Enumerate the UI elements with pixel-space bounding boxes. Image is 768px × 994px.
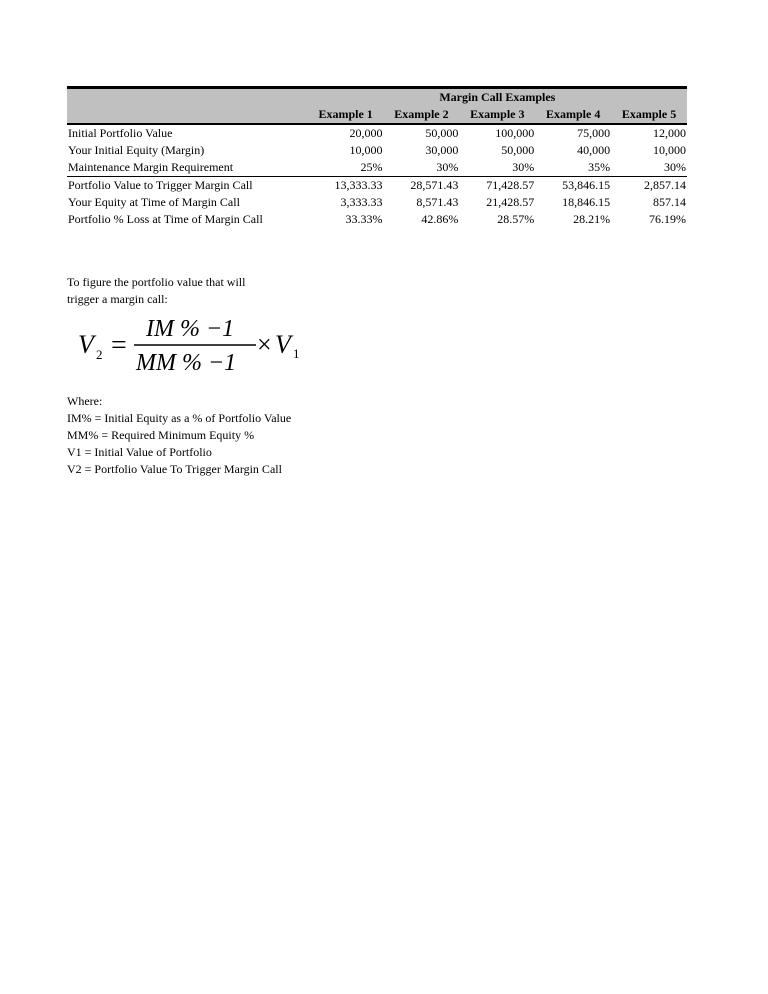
- table-cell: 12,000: [653, 126, 686, 140]
- legend-line: MM% = Required Minimum Equity %: [67, 428, 255, 442]
- intro-line: To figure the portfolio value that will: [67, 275, 246, 289]
- table-row: [67, 124, 687, 142]
- table-cell: 53,846.15: [562, 178, 611, 192]
- table-row: [67, 211, 687, 228]
- legend-line: V1 = Initial Value of Portfolio: [67, 445, 212, 459]
- table-cell: 20,000: [349, 126, 383, 140]
- table-cell: 76.19%: [649, 212, 686, 226]
- legend-line: V2 = Portfolio Value To Trigger Margin Call: [67, 462, 282, 476]
- table-cell: 71,428.57: [486, 178, 535, 192]
- formula-intro: [67, 274, 245, 308]
- table-cell: 35%: [535, 159, 611, 177]
- table-cell: 30,000: [425, 143, 459, 157]
- table-cell: 10,000: [349, 143, 383, 157]
- table-cell: 28.57%: [497, 212, 535, 226]
- row-label: Initial Portfolio Value: [68, 126, 173, 140]
- table-row: [67, 177, 687, 195]
- table-cell: 18,846.15: [562, 195, 611, 209]
- column-header: Example 3: [459, 106, 535, 124]
- table-cell: 10,000: [653, 143, 686, 157]
- row-label: Portfolio Value to Trigger Margin Call: [68, 178, 253, 192]
- column-header: Example 2: [384, 106, 460, 124]
- table-title: Margin Call Examples: [308, 88, 687, 107]
- margin-call-formula: [74, 312, 314, 384]
- table-row: [67, 159, 687, 177]
- times-sign: ×: [257, 330, 272, 359]
- table-cell: 2,857.14: [644, 178, 686, 192]
- table-cell: 33.33%: [345, 212, 383, 226]
- formula-numerator: IM % −1: [146, 316, 235, 342]
- table-cell: 21,428.57: [486, 195, 535, 209]
- table-cell: 75,000: [577, 126, 611, 140]
- column-header: Example 1: [308, 106, 384, 124]
- table-cell: 40,000: [577, 143, 611, 157]
- table-cell: 50,000: [425, 126, 459, 140]
- table-cell: 28.21%: [573, 212, 611, 226]
- table-row: [67, 194, 687, 211]
- column-header-row: [67, 106, 687, 124]
- table-cell: 30%: [459, 159, 535, 177]
- table-title-row: [67, 88, 687, 107]
- table-row: [67, 142, 687, 159]
- where-heading: Where:: [67, 394, 103, 408]
- table-cell: 3,333.33: [340, 195, 383, 209]
- table-cell: 30%: [611, 159, 687, 177]
- row-label: Your Equity at Time of Margin Call: [68, 195, 240, 209]
- margin-call-sheet: [67, 86, 687, 228]
- legend-line: IM% = Initial Equity as a % of Portfolio Value: [67, 411, 292, 425]
- lhs-subscript: 2: [96, 347, 103, 362]
- lhs-variable: V: [78, 330, 94, 359]
- equals-sign: =: [111, 330, 127, 361]
- rhs-subscript: 1: [293, 346, 300, 361]
- intro-line: trigger a margin call:: [67, 292, 168, 306]
- table-cell: 42.86%: [421, 212, 459, 226]
- table-cell: 28,571.43: [410, 178, 459, 192]
- formula-legend: [67, 393, 291, 478]
- table-cell: 13,333.33: [334, 178, 383, 192]
- row-label: Your Initial Equity (Margin): [68, 143, 205, 157]
- table-cell: 30%: [384, 159, 460, 177]
- table-cell: 857.14: [653, 195, 686, 209]
- margin-call-table: [67, 86, 687, 228]
- column-header: Example 5: [611, 106, 687, 124]
- rhs-variable: V: [275, 330, 291, 359]
- table-cell: 25%: [308, 159, 384, 177]
- row-label: Portfolio % Loss at Time of Margin Call: [68, 212, 263, 226]
- table-cell: 100,000: [495, 126, 535, 140]
- formula-denominator: MM % −1: [136, 350, 237, 376]
- table-cell: 8,571.43: [416, 195, 459, 209]
- table-cell: 50,000: [501, 143, 535, 157]
- row-label: Maintenance Margin Requirement: [67, 159, 308, 177]
- column-header: Example 4: [535, 106, 611, 124]
